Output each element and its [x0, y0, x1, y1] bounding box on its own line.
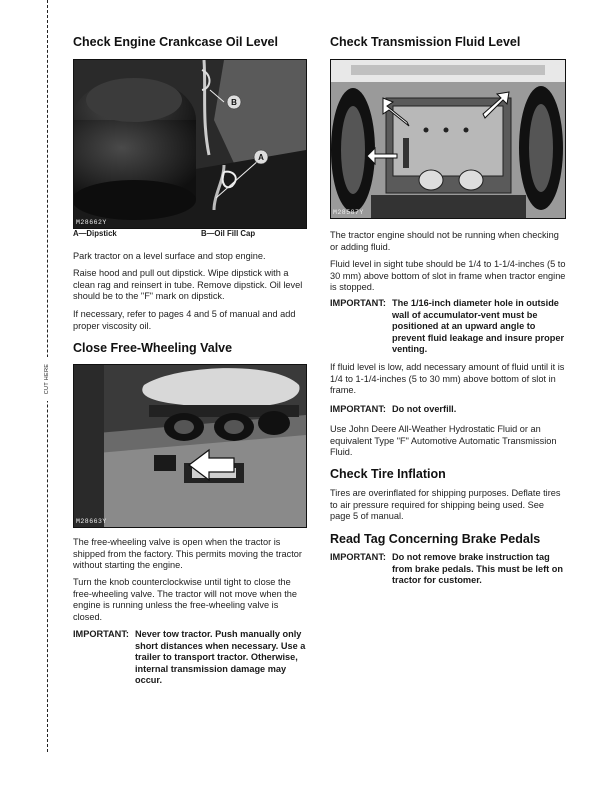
trans-para-2: Fluid level in sight tube should be 1/4 to 1-1/4-inches (5 to 30 mm) above bottom of slot in frame when tractor engine is stopped. — [330, 259, 566, 293]
brake-heading: Read Tag Concerning Brake Pedals — [330, 532, 541, 546]
oil-photo — [73, 59, 307, 229]
important-text: Do not remove brake instruction tag from brake pedals. This must be left on tractor for customer. — [391, 552, 563, 586]
oil-heading: Check Engine Crankcase Oil Level — [73, 35, 278, 49]
important-text: Never tow tractor. Push manually only short distances when necessary. Use a trailer to transport tractor. Otherwise, internal transmission damage may occur. — [134, 629, 306, 686]
important-label: IMPORTANT: — [330, 552, 386, 562]
tire-para-1: Tires are overinflated for shipping purposes. Deflate tires to air pressure required for shipping being used. See page 5 of manual. — [330, 488, 561, 522]
caption-dipstick: A—Dipstick — [73, 229, 117, 238]
important-text: Do not overfill. — [391, 404, 457, 414]
svg-text:B: B — [231, 98, 237, 107]
brake-important — [330, 552, 568, 587]
oil-para-3: If necessary, refer to pages 4 and 5 of manual and add proper viscosity oil. — [73, 309, 296, 331]
important-label: IMPORTANT: — [330, 298, 386, 308]
important-text: The 1/16-inch diameter hole in outside wall of accumulator-vent must be positioned at an upward angle to prevent fluid leakage and insure proper venting. — [391, 298, 565, 355]
trans-photo — [330, 59, 566, 219]
important-label: IMPORTANT: — [330, 404, 386, 414]
valve-photo-code: M28663Y — [76, 518, 107, 525]
trans-photo-code: M28587Y — [333, 209, 364, 216]
valve-para-2: Turn the knob counterclockwise until tight to close the free-wheeling valve. The tractor will not move when the engine is running unless the free-wheeling valve is closed. — [73, 577, 298, 622]
valve-photo — [73, 364, 307, 528]
trans-heading: Check Transmission Fluid Level — [330, 35, 521, 49]
oil-para-1: Park tractor on a level surface and stop engine. — [73, 251, 266, 261]
cut-here-label: CUT HERE — [36, 357, 58, 401]
oil-photo-code: M28662Y — [76, 219, 107, 226]
trans-para-4: Use John Deere All-Weather Hydrostatic Fluid or an equivalent Type "F" Automotive Automatic Transmission Fluid. — [330, 424, 557, 458]
tire-heading: Check Tire Inflation — [330, 467, 446, 481]
trans-para-3: If fluid level is low, add necessary amount of fluid until it is 1/4 to 1-1/4-inches (5 to 30 mm) above bottom of slot in frame. — [330, 362, 565, 396]
caption-oil-fill-cap: B—Oil Fill Cap — [201, 229, 256, 238]
trans-important-1 — [330, 298, 568, 356]
valve-important — [73, 629, 309, 687]
oil-para-2: Raise hood and pull out dipstick. Wipe dipstick with a clean rag and reinsert in tube. Remove dipstick. Oil level should be to the "F" mark on dipstick. — [73, 268, 303, 302]
valve-para-1: The free-wheeling valve is open when the tractor is shipped from the factory. This permits moving the tractor without starting the engine. — [73, 537, 302, 571]
important-label: IMPORTANT: — [73, 629, 129, 639]
svg-text:A: A — [258, 153, 264, 162]
trans-important-2 — [330, 404, 568, 416]
valve-heading: Close Free-Wheeling Valve — [73, 341, 233, 355]
trans-para-1: The tractor engine should not be running when checking or adding fluid. — [330, 230, 559, 252]
